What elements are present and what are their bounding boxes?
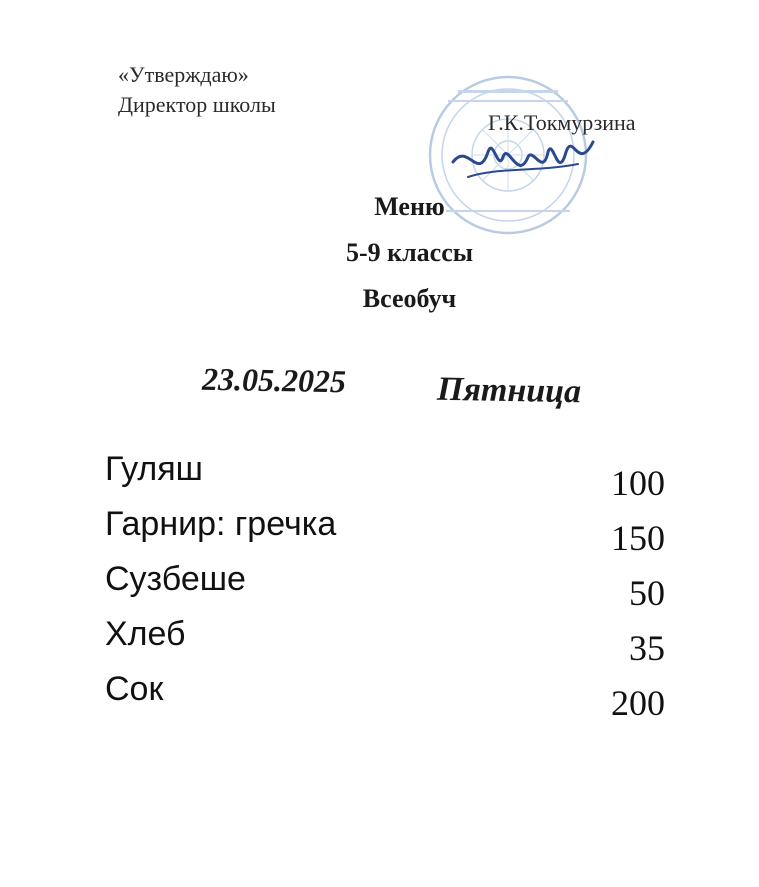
dish-portion: 100	[611, 463, 665, 503]
dish-name: Гуляш	[105, 450, 203, 488]
menu-weekday: Пятница	[436, 370, 582, 411]
dish-portion: 200	[611, 683, 665, 723]
dish-portion: 35	[629, 628, 665, 668]
menu-list	[105, 450, 675, 725]
grades-heading: 5-9 классы	[345, 238, 474, 267]
menu-item	[105, 670, 675, 725]
director-name: Г.К.Токмурзина	[488, 110, 636, 135]
dish-name: Сок	[105, 670, 164, 708]
dish-name: Гарнир: гречка	[105, 505, 337, 543]
program-heading: Всеобуч	[362, 284, 457, 313]
approval-block	[118, 62, 718, 142]
menu-item	[105, 450, 675, 505]
menu-item	[105, 560, 675, 615]
dish-portion: 150	[611, 518, 665, 558]
menu-date: 23.05.2025	[201, 360, 347, 400]
menu-item	[105, 615, 675, 670]
director-title: Директор школы	[118, 92, 276, 117]
approval-label: «Утверждаю»	[118, 62, 249, 87]
menu-heading: Меню	[374, 192, 445, 221]
menu-item	[105, 505, 675, 560]
dish-name: Сузбеше	[105, 560, 246, 598]
dish-name: Хлеб	[105, 615, 186, 653]
dish-portion: 50	[629, 573, 665, 613]
